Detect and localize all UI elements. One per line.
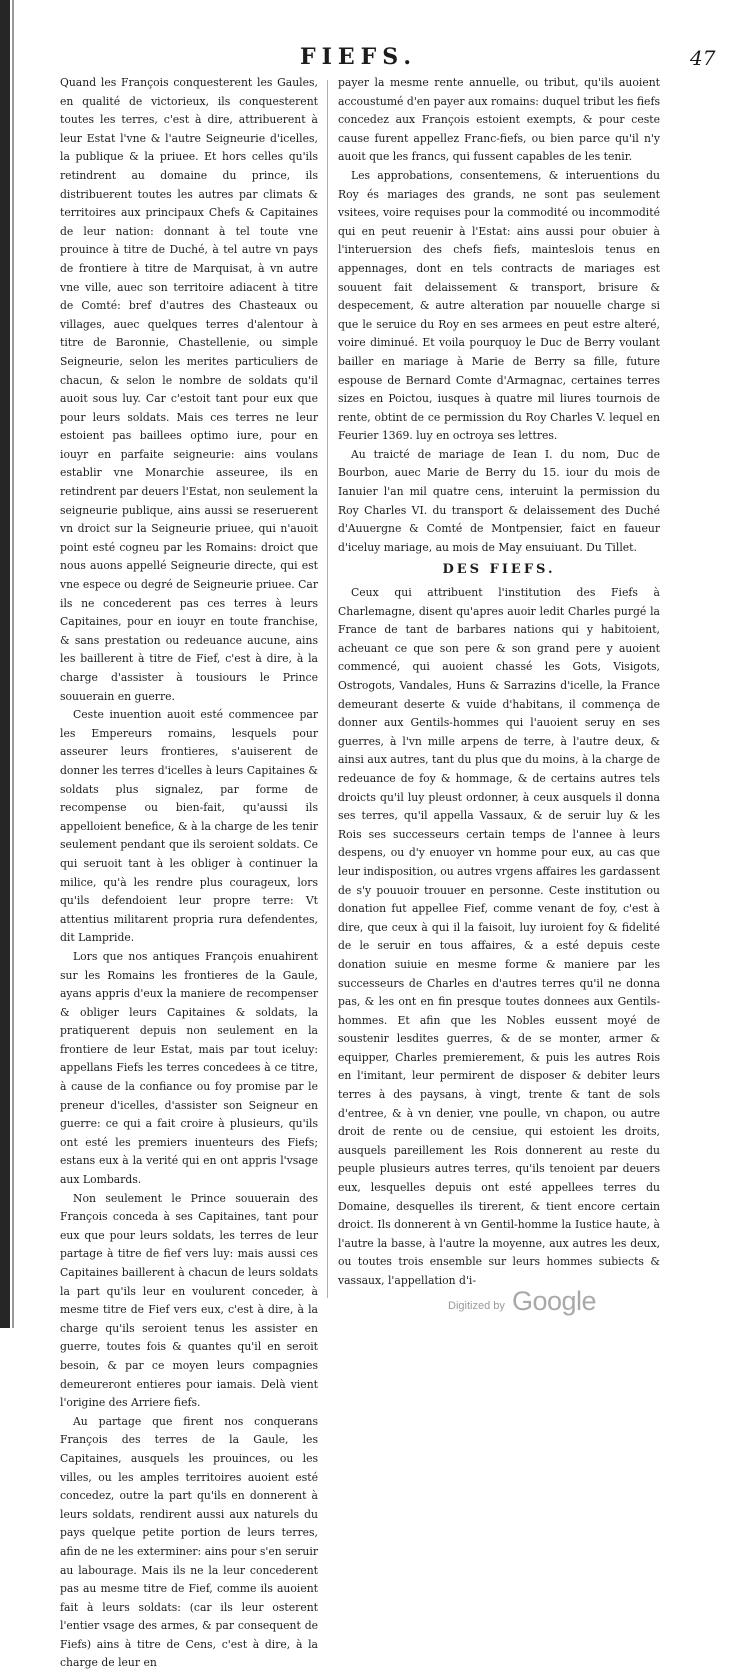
running-title: FIEFS. (300, 44, 418, 70)
paragraph: Non seulement le Prince souuerain des François conceda à ses Capitaines, tant pour eux que pour leurs soldats, les terres de leur partage à titre de fief vers luy: mais aussi ces Capitaines baillerent à chacun de leurs soldats la part qu'ils leur en voulurent conceder, à mesme titre de Fief vers eux, c'est à dire, à la charge qu'ils seroient tenus les assister en guerre, toutes fois & quantes qu'il en seroit besoin, & par ce moyen leurs compagnies demeureront entieres pour iamais. Delà vient l'origine des Arriere fiefs. (60, 1191, 318, 1410)
paragraph: Au partage que firent nos conquerans François des terres de la Gaule, les Capitaines, ausquels les prouinces, ou les villes, ou les amples territoires auoient esté concedez, outre la part qu'ils en donnerent à leurs soldats, rendirent aussi aux naturels du pays quelque petite portion de leurs terres, afin de ne les exterminer: ains pour s'en seruir au labourage. Mais ils ne la leur concederent pas au mesme titre de Fief, comme ils auoient fait à leurs soldats: (car ils leur osterent l'entier vsage des armes, & par consequent de Fiefs) ains à titre de Cens, c'est à dire, à la charge de leur en (60, 1414, 318, 1670)
digitized-by-label: Digitized by (448, 1300, 505, 1312)
left-column (60, 74, 318, 1673)
digitization-watermark (448, 1286, 648, 1318)
paragraph: Les approbations, consentemens, & interuentions du Roy és mariages des grands, ne sont pas seulement vsitees, voire requises pour la commodité ou incommodité qui en peut reuenir à l'Estat: ains aussi pour obuier à l'interuersion des chefs fiefs, mainteslois tenus en appennages, dont en tels contracts de mariages est souuent fait delaissement & transport, brisure & despecement, & autre alteration par nouuelle charge si que le seruice du Roy en ses armees en peut estre alteré, voire diminué. Et voila pourquoy le Duc de Berry voulant bailler en mariage à Marie de Berry sa fille, future espouse de Bernard Comte d'Armagnac, certaines terres sizes en Poictou, iusques à quatre mil liures tournois de rente, obtint de ce permission du Roy Charles V. lequel en Feurier 1369. luy en octroya ses lettres. (338, 168, 660, 443)
paragraph: Lors que nos antiques François enuahirent sur les Romains les frontieres de la Gaule, ayans appris d'eux la maniere de recompenser & obliger leurs Capitaines & soldats, la pratiquerent depuis non seulement en la frontiere de leur Estat, mais par tout iceluy: appellans Fiefs les terres concedees à ce titre, à cause de la confiance ou foy promise par le preneur d'icelles, d'assister son Seigneur en guerre: ce qui a fait croire à plusieurs, qu'ils ont esté les premiers inuenteurs des Fiefs; estans eux à la verité qui en ont appris l'vsage aux Lombards. (60, 949, 318, 1187)
right-column (338, 74, 660, 1291)
paragraph: Ceste inuention auoit esté commencee par les Empereurs romains, lesquels pour asseurer leurs frontieres, s'auiserent de donner les terres d'icelles à leurs Capitaines & soldats plus signalez, par forme de recompense ou bien-fait, qu'aussi ils appelloient benefice, & à la charge de les tenir seulement pendant que ils seroient soldats. Ce qui seruoit tant à les obliger à continuer la milice, qu'à les rendre plus courageux, lors qu'ils defendoient leur propre terre: Vt attentius militarent propria rura defendentes, dit Lampride. (60, 708, 318, 945)
paragraph: payer la mesme rente annuelle, ou tribut, qu'ils auoient accoustumé d'en payer aux romains: duquel tribut les fiefs concedez aux François estoient exempts, & pour ceste cause furent appellez Franc-fiefs, ou bien parce qu'il n'y auoit que les francs, qui fussent capables de les tenir. (338, 76, 660, 164)
page-gutter-shadow (12, 0, 14, 1328)
paragraph: Ceux qui attribuent l'institution des Fiefs à Charlemagne, disent qu'apres auoir ledit Charles purgé la France de tant de barbares nations qui y habitoient, acheuant ce que son pere & son grand pere y auoient commencé, qui auoient chassé les Gots, Visigots, Ostrogots, Vandales, Huns & Sarrazins d'icelle, la France demeurant deserte & vuide d'habitans, il commença de donner aux Gentils-hommes qui l'auoient seruy en ses guerres, à l'vn mille arpens de terre, à l'autre deux, & ainsi aux autres, tant du plus que du moins, à la charge de redeuance de foy & hommage, & de certains autres tels droicts qu'il luy pleust ordonner, à ceux ausquels il donna ses terres, qu'il appella Vassaux, & de seruir luy & les Rois ses successeurs certain temps de l'annee à leurs despens, ou d'y enuoyer vn homme pour eux, au cas que leur indisposition, ou autres vrgens affaires les gardassent de s'y pouuoir trouuer en personne. Ceste institution ou donation fut appellee Fief, comme venant de foy, c'est à dire, que ceux à qui il la faisoit, luy iuroient foy & fidelité de le seruir en tous affaires, & a esté depuis ceste donation suiuie en mesme forme & maniere par les successeurs de Charles en d'autres terres qu'il ne donna pas, & les ont en fin presque toutes donnees aux Gentils-hommes. Et afin que les Nobles eussent moyé de soustenir lesdites guerres, & de se monter, armer & equipper, Charles premierement, & puis les autres Rois en l'imitant, leur permirent de disposer & debiter leurs terres à des paysans, à vingt, trente & tant de sols d'entree, & à vn denier, vne poulle, vn chapon, ou autre droit de rente ou de censiue, qui estoient les droits, ausquels pareillement les Rois donnerent au reste du peuple plusieurs autres terres, qu'ils tenoient par deuers eux, lesquelles depuis ont esté appellees terres du Domaine, desquelles ils tirerent, & tient encore certain droict. Ils donnerent à vn Gentil-homme la Iustice haute, à l'autre la basse, à l'autre la moyenne, aux autres les deux, ou toutes trois ensemble sur leurs hommes subiects & vassaux, l'appellation d'i- (338, 586, 660, 1287)
page-number: 47 (690, 46, 716, 70)
google-logo: Google (512, 1286, 597, 1316)
page-header (0, 44, 749, 72)
paragraph: Au traicté de mariage de Iean I. du nom, Duc de Bourbon, auec Marie de Berry du 15. iour du mois de Ianuier l'an mil quatre cens, interuint la permission du Roy Charles VI. du transport & delaissement des Duché d'Auuergne & Comté de Montpensier, faict en faueur d'iceluy mariage, au mois de May ensuiuant. Du Tillet. (338, 447, 660, 554)
column-divider (327, 80, 328, 1298)
book-spine-edge (0, 0, 10, 1328)
paragraph: Quand les François conquesterent les Gaules, en qualité de victorieux, ils conquesterent toutes les terres, c'est à dire, attribuerent à leur Estat l'vne & l'autre Seigneurie d'icelles, la publique & la priuee. Et hors celles qu'ils retindrent au domaine du prince, ils distribuerent toutes les autres par climats & territoires aux principaux Chefs & Capitaines de leur nation: donnant à tel toute vne prouince à titre de Duché, à tel autre vn pays de frontiere à titre de Marquisat, à vn autre vne ville, auec son territoire adiacent à titre de Comté: bref d'autres des Chasteaux ou villages, auec quelques terres d'alentour à titre de Baronnie, Chastellenie, ou simple Seigneurie, selon les merites particuliers de chacun, & selon le nombre de soldats qu'il auoit sous luy. Car c'estoit tant pour eux que pour leurs soldats. Mais ces terres ne leur estoient pas baillees optimo iure, pour en iouyr en parfaite seigneurie: ains voulans establir vne Monarchie asseuree, ils en retindrent par deuers l'Estat, non seulement la seigneurie publique, ains aussi se reseruerent vn droict sur la Seigneurie priuee, qui n'auoit point esté cogneu par les Romains: droict que nous auons appellé Seigneurie directe, qui est vne espece ou degré de Seigneurie priuee. Car ils ne concederent pas ces terres à leurs Capitaines, pour en iouyr en toute franchise, & sans prestation ou redeuance aucune, ains les baillerent à titre de Fief, c'est à dire, à la charge d'assister à tousiours le Prince souuerain en guerre. (60, 76, 318, 703)
section-heading: DES FIEFS. (442, 562, 556, 578)
